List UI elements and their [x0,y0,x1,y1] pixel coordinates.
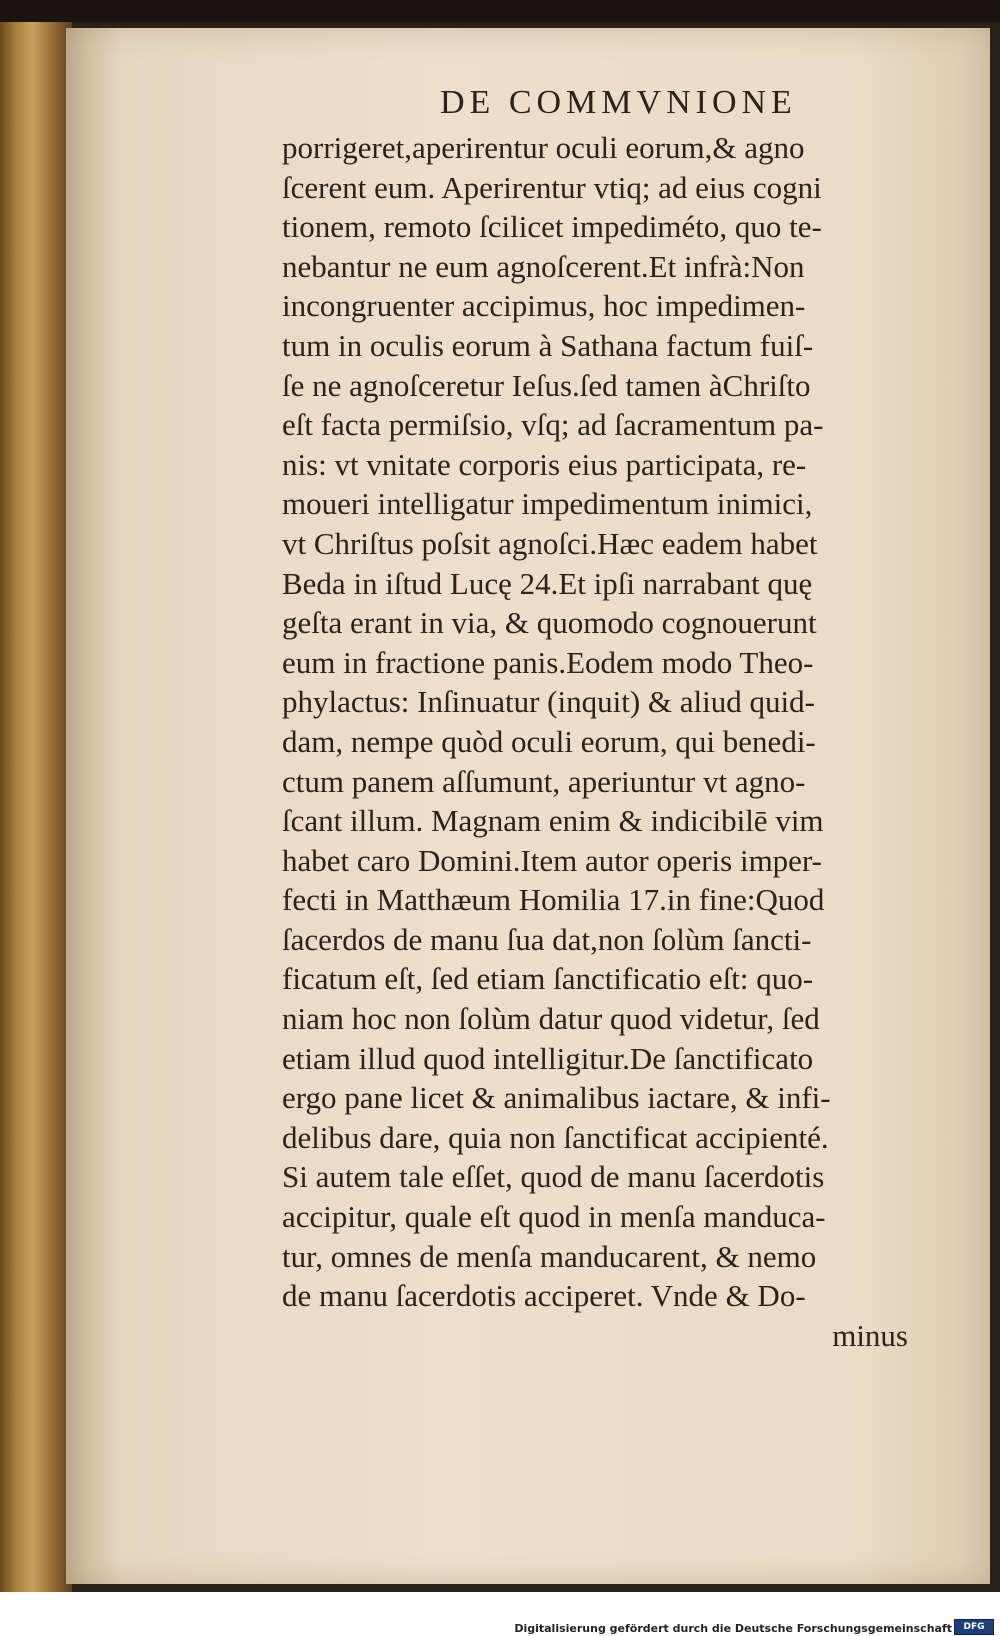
text-line: etiam illud quod intelligitur.De ſanctificato [282,1040,814,1076]
text-line: tionem, remoto ſcilicet impediméto, quo te- [282,209,822,245]
text-line: phylactus: Inſinuatur (inquit) & aliud quid- [282,684,815,720]
text-line: ſcerent eum. Aperirentur vtiq; ad eius cogni [282,169,822,205]
text-line: porrigeret,aperirentur oculi eorum,& agno [282,130,805,165]
text-line: ſacerdos de manu ſua dat,non ſolùm ſancti- [282,921,812,957]
text-line: tum in oculis eorum à Sathana factum fuiſ- [282,327,814,363]
text-line: geſta erant in via, & quomodo cognouerunt [282,605,817,641]
digitization-credit: Digitalisierung gefördert durch die Deutsche Forschungsgemeinschaft [514,1622,952,1635]
text-line: de manu ſacerdotis acciperet. Vnde & Do- [282,1278,806,1314]
text-line: niam hoc non ſolùm datur quod videtur, ſed [282,1001,820,1037]
text-line: fecti in Matthæum Homilia 17.in fine:Quod [282,882,825,918]
text-line: tur, omnes de menſa manducarent, & nemo [282,1238,817,1274]
running-head: DE COMMVNIONE [440,84,797,121]
text-line: delibus dare, quia non ſanctificat accipienté. [282,1119,829,1155]
text-line: moueri intelligatur impedimentum inimici, [282,486,813,522]
text-line: ſe ne agnoſceretur Ieſus.ſed tamen àChriſto [282,367,811,403]
text-line: Beda in iſtud Lucę 24.Et ipſi narrabant quę [282,565,813,601]
text-line: vt Chriſtus poſsit agnoſci.Hæc eadem habet [282,525,818,561]
scan-top-border [0,0,1000,22]
body-text [282,128,932,1355]
text-line: eum in fractione panis.Eodem modo Theo- [282,644,814,680]
text-line: habet caro Domini.Item autor operis imper- [282,842,822,878]
text-line: ficatum eſt, ſed etiam ſanctificatio eſt: quo- [282,961,814,997]
text-line: dam, nempe quòd oculi eorum, qui benedi- [282,723,816,759]
text-line: nebantur ne eum agnoſcerent.Et infrà:Non [282,248,805,284]
text-line: ſcant illum. Magnam enim & indicibilē vim [282,803,824,839]
text-line: accipitur, quale eſt quod in menſa manduca- [282,1199,826,1235]
text-line: ctum panem aſſumunt, aperiuntur vt agno- [282,763,806,799]
book-page-edge [0,22,72,1592]
text-line: Si autem tale eſſet, quod de manu ſacerdotis [282,1159,825,1195]
text-line: ergo pane licet & animalibus iactare, & infi- [282,1080,831,1116]
text-line: incongruenter accipimus, hoc impedimen- [282,288,806,324]
text-line: nis: vt vnitate corporis eius participata, re- [282,446,807,482]
catchword: minus [832,1317,908,1353]
text-line: eſt facta permiſsio, vſq; ad ſacramentum pa- [282,407,824,443]
dfg-logo: DFG [954,1619,994,1635]
